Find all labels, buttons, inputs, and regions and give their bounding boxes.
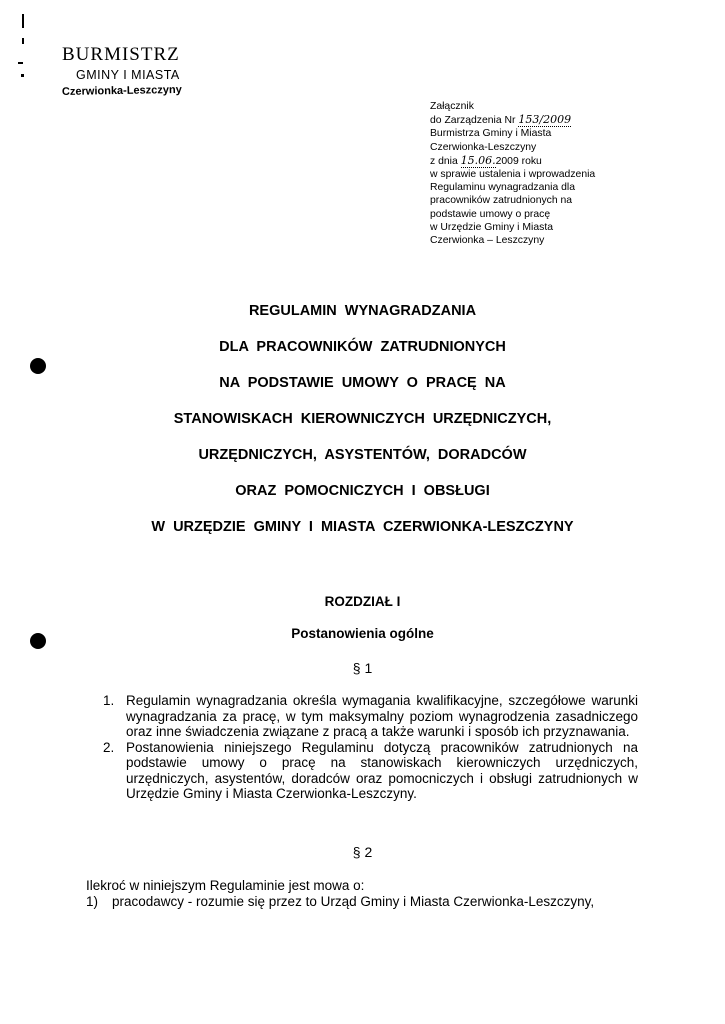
attachment-line: w Urzędzie Gminy i Miasta	[430, 221, 553, 233]
scan-mark	[18, 62, 23, 64]
attachment-line: w sprawie ustalenia i wprowadzenia	[430, 169, 596, 181]
attachment-line: Burmistrza Gminy i Miasta	[430, 128, 552, 140]
section-2-intro: Ilekroć w niniejszym Regulaminie jest mowa o:	[86, 878, 365, 893]
attachment-line	[430, 113, 670, 127]
section-sign-2: § 2	[352, 844, 373, 860]
order-number: 153/2009	[518, 113, 572, 127]
title-line: URZĘDNICZYCH, ASYSTENTÓW, DORADCÓW	[198, 447, 527, 463]
scan-mark	[21, 74, 24, 77]
title-line: ORAZ POMOCNICZYCH I OBSŁUGI	[235, 483, 490, 499]
list-item	[103, 693, 638, 740]
document-title	[0, 298, 725, 550]
item-number: 1)	[86, 894, 99, 909]
title-line: DLA PRACOWNIKÓW ZATRUDNIONYCH	[219, 339, 506, 355]
attachment-note	[430, 100, 670, 247]
item-number: 2.	[103, 739, 115, 755]
chapter-label: ROZDZIAŁ I	[324, 594, 401, 609]
item-text: Postanowienia niniejszego Regulaminu dotyczą pracowników zatrudnionych na podstawie umowy o pracę na stanowiskach kierowniczych urzędniczych, urzędniczych, asystentów, doradców oraz pomocniczych i obsługi zatrudnionych w Urzędzie Gminy i Miasta Czerwionka-Leszczyny.	[126, 739, 638, 801]
list-item	[86, 894, 638, 910]
attachment-text: do Zarządzenia Nr	[430, 115, 516, 127]
stamp-subtitle: GMINY I MIASTA	[76, 68, 180, 82]
list-item	[103, 740, 638, 802]
scan-mark	[22, 38, 24, 44]
attachment-line: Regulaminu wynagradzania dla	[430, 182, 575, 194]
order-date: 15.06.	[460, 153, 496, 167]
item-text: pracodawcy - rozumie się przez to Urząd Gminy i Miasta Czerwionka-Leszczyny,	[112, 894, 595, 909]
attachment-line: Załącznik	[430, 101, 474, 112]
stamp-title: BURMISTRZ	[62, 44, 180, 65]
stamp-city: Czerwionka-Leszczyny	[61, 83, 182, 98]
attachment-line: Czerwionka – Leszczyny	[430, 235, 545, 247]
scan-mark	[22, 14, 24, 28]
attachment-text: 2009 roku	[495, 155, 542, 167]
item-number: 1.	[103, 693, 115, 708]
title-line: W URZĘDZIE GMINY I MIASTA CZERWIONKA-LESZCZYNY	[151, 519, 574, 535]
attachment-line: podstawie umowy o pracę	[430, 208, 551, 220]
section-1-list	[103, 693, 638, 802]
title-line: NA PODSTAWIE UMOWY O PRACĘ NA	[219, 375, 506, 391]
title-line: STANOWISKACH KIEROWNICZYCH URZĘDNICZYCH,	[173, 411, 552, 427]
section-sign-1: § 1	[352, 660, 373, 676]
attachment-line: pracowników zatrudnionych na	[430, 195, 573, 207]
mayor-stamp	[62, 44, 242, 98]
title-line: REGULAMIN WYNAGRADZANIA	[248, 303, 477, 319]
attachment-line	[430, 154, 670, 168]
attachment-line: Czerwionka-Leszczyny	[430, 141, 537, 153]
section-2-list	[86, 894, 638, 910]
chapter-heading: Postanowienia ogólne	[291, 626, 434, 641]
attachment-text: z dnia	[430, 155, 458, 167]
item-text: Regulamin wynagradzania określa wymagania kwalifikacyjne, szczegółowe warunki wynagradzania za pracę, w tym maksymalny poziom wynagrodzenia zasadniczego oraz inne świadczenia związane z pracą a także warunki i sposób ich przyznawania.	[126, 693, 638, 739]
